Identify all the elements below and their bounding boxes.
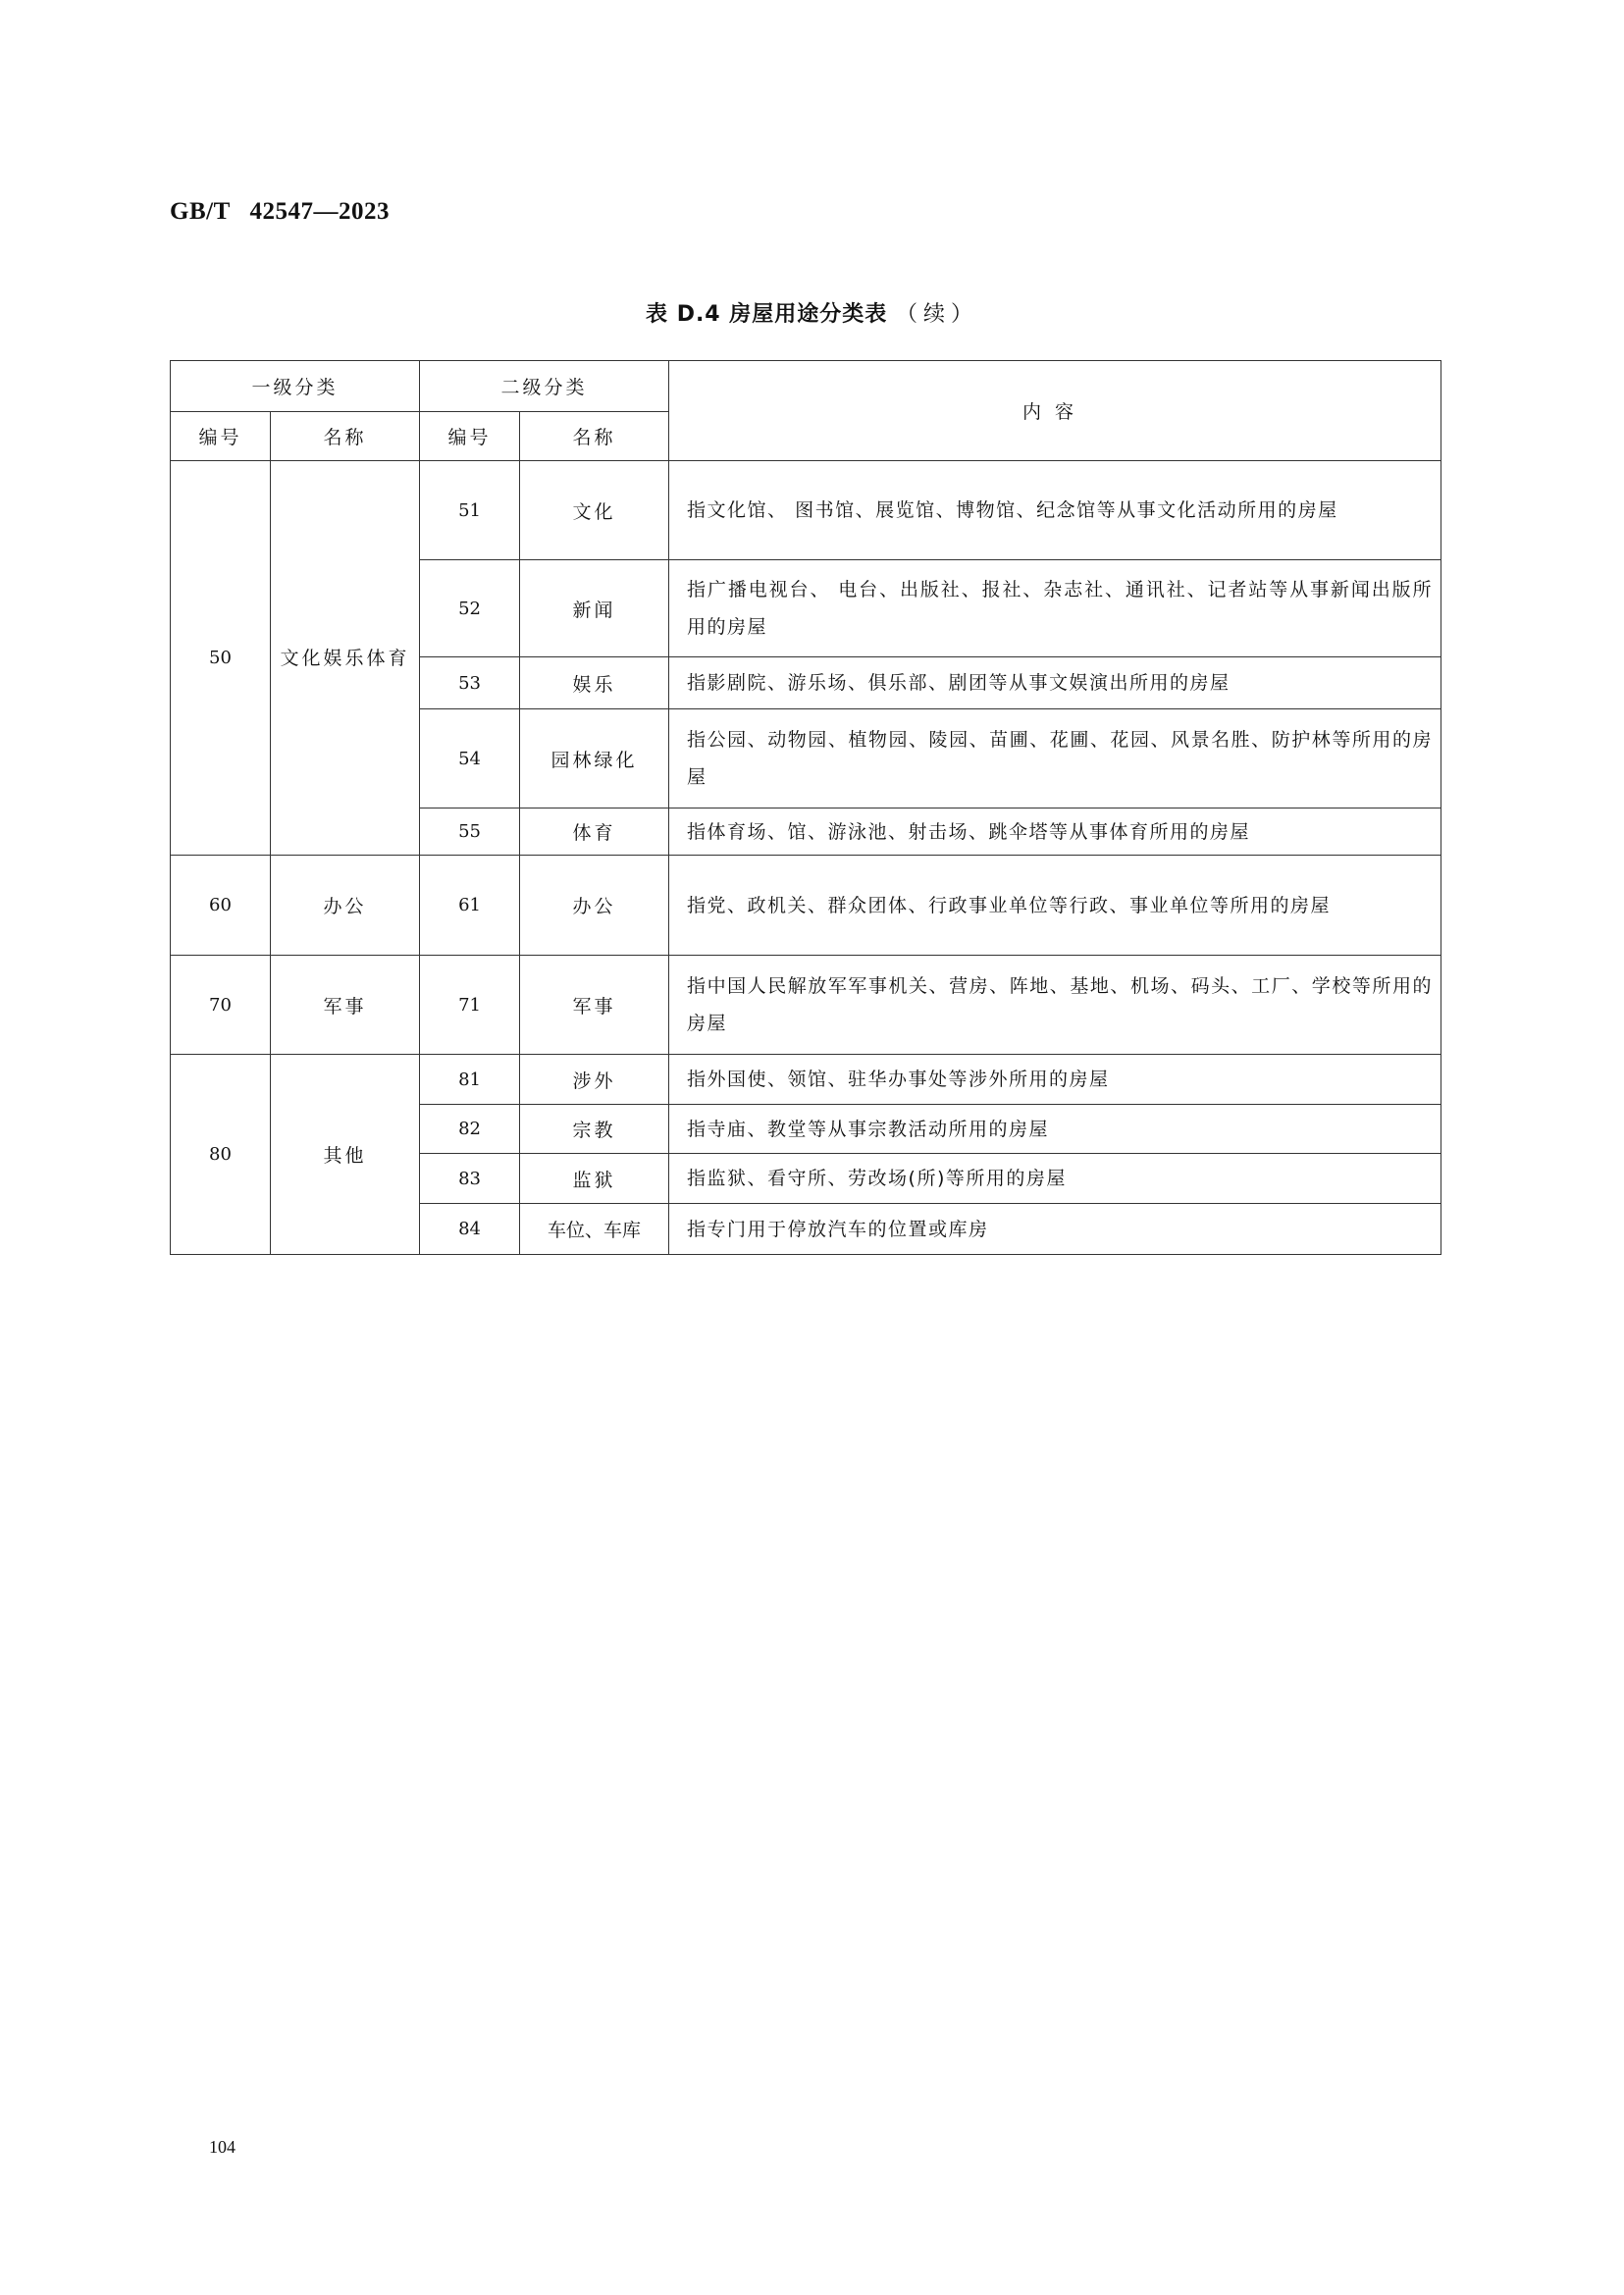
level1-name: 文化娱乐体育 — [271, 461, 420, 856]
level2-name: 军事 — [520, 956, 669, 1055]
table-title-continued: （续） — [895, 302, 978, 327]
level2-code: 54 — [420, 709, 520, 808]
content-cell: 指党、政机关、群众团体、行政事业单位等行政、事业单位等所用的房屋 — [669, 856, 1441, 956]
content-cell: 指体育场、馆、游泳池、射击场、跳伞塔等从事体育所用的房屋 — [669, 808, 1441, 856]
content-cell: 指专门用于停放汽车的位置或库房 — [669, 1204, 1441, 1255]
header-level1: 一级分类 — [171, 361, 420, 412]
level2-code: 81 — [420, 1055, 520, 1105]
content-cell: 指公园、动物园、植物园、陵园、苗圃、花圃、花园、风景名胜、防护林等所用的房屋 — [669, 709, 1441, 808]
level1-name: 其他 — [271, 1055, 420, 1255]
header-content: 内容 — [669, 361, 1441, 461]
level2-code: 84 — [420, 1204, 520, 1255]
content-cell: 指监狱、看守所、劳改场(所)等所用的房屋 — [669, 1154, 1441, 1204]
level1-name: 办公 — [271, 856, 420, 956]
content-cell: 指文化馆、 图书馆、展览馆、博物馆、纪念馆等从事文化活动所用的房屋 — [669, 461, 1441, 560]
level2-code: 52 — [420, 560, 520, 657]
header-level1-name: 名称 — [271, 412, 420, 461]
level2-name: 体育 — [520, 808, 669, 856]
content-cell: 指广播电视台、 电台、出版社、报社、杂志社、通讯社、记者站等从事新闻出版所用的房屋 — [669, 560, 1441, 657]
header-level2-name: 名称 — [520, 412, 669, 461]
level2-name: 宗教 — [520, 1105, 669, 1154]
table-row — [171, 856, 1441, 956]
level1-code: 70 — [171, 956, 271, 1055]
level2-name: 车位、车库 — [520, 1204, 669, 1255]
level2-code: 82 — [420, 1105, 520, 1154]
classification-table — [170, 360, 1441, 1255]
table-row — [171, 461, 1441, 560]
level2-name: 新闻 — [520, 560, 669, 657]
level2-name: 监狱 — [520, 1154, 669, 1204]
level2-name: 办公 — [520, 856, 669, 956]
header-level2-code: 编号 — [420, 412, 520, 461]
level1-code: 60 — [171, 856, 271, 956]
content-cell: 指影剧院、游乐场、俱乐部、剧团等从事文娱演出所用的房屋 — [669, 657, 1441, 709]
level2-name: 涉外 — [520, 1055, 669, 1105]
content-cell: 指寺庙、教堂等从事宗教活动所用的房屋 — [669, 1105, 1441, 1154]
level1-code: 50 — [171, 461, 271, 856]
header-level1-code: 编号 — [171, 412, 271, 461]
table-row — [171, 1055, 1441, 1105]
level2-name: 园林绿化 — [520, 709, 669, 808]
level2-name: 文化 — [520, 461, 669, 560]
header-row-top — [171, 361, 1441, 412]
level2-code: 61 — [420, 856, 520, 956]
level2-code: 53 — [420, 657, 520, 709]
level2-code: 71 — [420, 956, 520, 1055]
table-title-label: 表 D.4 房屋用途分类表 — [646, 302, 888, 327]
standard-code: GB/T 42547—2023 — [170, 198, 391, 225]
table-title — [0, 297, 1624, 328]
content-cell: 指外国使、领馆、驻华办事处等涉外所用的房屋 — [669, 1055, 1441, 1105]
page-number: 104 — [209, 2137, 236, 2157]
level1-name: 军事 — [271, 956, 420, 1055]
content-cell: 指中国人民解放军军事机关、营房、阵地、基地、机场、码头、工厂、学校等所用的房屋 — [669, 956, 1441, 1055]
level2-code: 83 — [420, 1154, 520, 1204]
level2-code: 51 — [420, 461, 520, 560]
level1-code: 80 — [171, 1055, 271, 1255]
header-level2: 二级分类 — [420, 361, 669, 412]
level2-code: 55 — [420, 808, 520, 856]
table-row — [171, 956, 1441, 1055]
level2-name: 娱乐 — [520, 657, 669, 709]
